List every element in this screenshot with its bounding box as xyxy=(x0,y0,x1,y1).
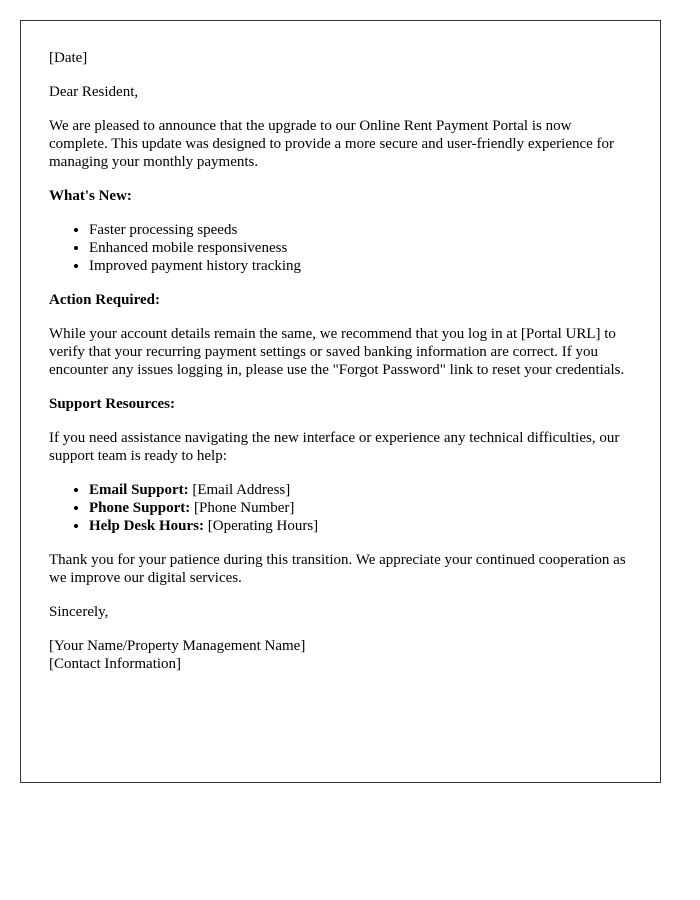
signature-name: [Your Name/Property Management Name] xyxy=(49,638,306,654)
support-paragraph: If you need assistance navigating the new interface or experience any technical difficulties, our support team is ready to help: xyxy=(49,430,620,464)
whats-new-list xyxy=(49,221,632,275)
heading-text: Action Required: xyxy=(49,292,160,308)
action-paragraph: While your account details remain the same, we recommend that you log in at [Portal URL] to verify that your recurring payment settings or saved banking information are correct. If you encounter any issues logging in, please use the "Forgot Password" link to reset your credentials. xyxy=(49,326,625,378)
item-value: [Email Address] xyxy=(188,482,291,498)
signoff: Sincerely, xyxy=(49,604,109,620)
signature-contact: [Contact Information] xyxy=(49,656,182,672)
support-heading xyxy=(49,395,632,413)
list-item xyxy=(89,517,632,535)
heading-text: Support Resources: xyxy=(49,396,175,412)
intro-paragraph: We are pleased to announce that the upgrade to our Online Rent Payment Portal is now complete. This update was designed to provide a more secure and user-friendly experience for managing your monthly payments. xyxy=(49,118,615,170)
heading-text: What's New: xyxy=(49,188,132,204)
whats-new-heading xyxy=(49,187,632,205)
letter xyxy=(20,20,661,783)
item-label: Phone Support: xyxy=(89,500,191,516)
action-heading xyxy=(49,291,632,309)
list-item xyxy=(89,481,632,499)
item-label: Email Support: xyxy=(89,482,189,498)
list-item: • Enhanced mobile responsiveness xyxy=(89,239,632,257)
list-item xyxy=(89,499,632,517)
support-list xyxy=(49,481,632,535)
list-item: • Improved payment history tracking xyxy=(89,257,632,275)
signature xyxy=(49,637,632,673)
closing-paragraph: Thank you for your patience during this transition. We appreciate your continued cooperation as we improve our digital services. xyxy=(49,552,626,586)
item-value: [Phone Number] xyxy=(190,500,295,516)
salutation: Dear Resident, xyxy=(49,84,139,100)
item-value: [Operating Hours] xyxy=(204,518,319,534)
item-label: Help Desk Hours: xyxy=(89,518,205,534)
list-item: • Faster processing speeds xyxy=(89,221,632,239)
date: [Date] xyxy=(49,50,88,66)
